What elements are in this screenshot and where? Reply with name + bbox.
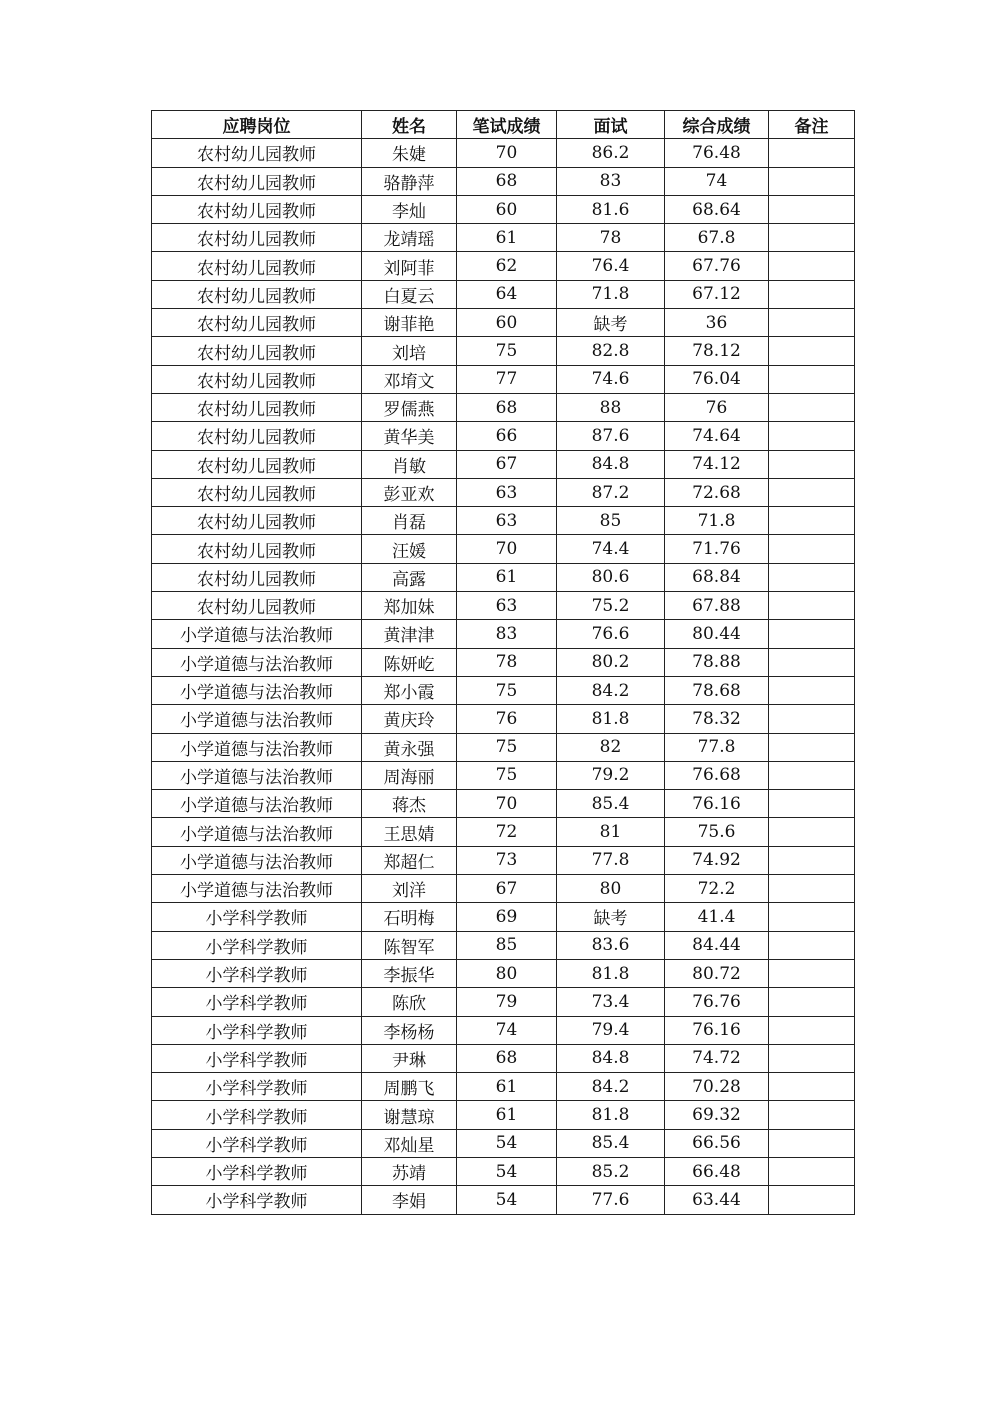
cell-remarks [769,224,855,252]
cell-written-score: 60 [457,195,557,223]
cell-remarks [769,280,855,308]
cell-position: 小学科学教师 [152,1016,362,1044]
cell-position: 农村幼儿园教师 [152,139,362,167]
cell-total-score: 63.44 [665,1186,769,1214]
cell-name: 朱婕 [362,139,457,167]
cell-remarks [769,478,855,506]
table-row [152,648,855,676]
cell-name: 石明梅 [362,903,457,931]
cell-remarks [769,620,855,648]
cell-total-score: 76.04 [665,365,769,393]
cell-interview: 87.2 [557,478,665,506]
cell-name: 陈妍屹 [362,648,457,676]
cell-total-score: 70.28 [665,1073,769,1101]
cell-written-score: 70 [457,139,557,167]
table-row [152,393,855,421]
table-row [152,535,855,563]
cell-total-score: 74.12 [665,450,769,478]
cell-name: 汪媛 [362,535,457,563]
cell-interview: 78 [557,224,665,252]
table-row [152,365,855,393]
cell-name: 李娟 [362,1186,457,1214]
cell-interview: 81 [557,818,665,846]
cell-remarks [769,1016,855,1044]
cell-name: 黄华美 [362,422,457,450]
cell-remarks [769,648,855,676]
cell-position: 小学道德与法治教师 [152,761,362,789]
cell-position: 农村幼儿园教师 [152,393,362,421]
cell-name: 黄永强 [362,733,457,761]
cell-total-score: 76.68 [665,761,769,789]
cell-name: 邓堉文 [362,365,457,393]
cell-name: 陈欣 [362,988,457,1016]
table-row [152,1044,855,1072]
cell-position: 农村幼儿园教师 [152,337,362,365]
cell-written-score: 61 [457,563,557,591]
table-row [152,563,855,591]
table-row [152,1101,855,1129]
table-row [152,733,855,761]
cell-total-score: 78.68 [665,676,769,704]
cell-remarks [769,1101,855,1129]
header-interview: 面试 [557,111,665,139]
cell-written-score: 63 [457,478,557,506]
cell-written-score: 70 [457,535,557,563]
table-row [152,139,855,167]
cell-name: 黄庆玲 [362,705,457,733]
cell-interview: 84.8 [557,1044,665,1072]
cell-position: 农村幼儿园教师 [152,365,362,393]
cell-written-score: 60 [457,309,557,337]
cell-interview: 77.6 [557,1186,665,1214]
cell-written-score: 61 [457,1073,557,1101]
cell-written-score: 83 [457,620,557,648]
cell-total-score: 67.12 [665,280,769,308]
table-row [152,790,855,818]
cell-total-score: 78.12 [665,337,769,365]
cell-total-score: 74.72 [665,1044,769,1072]
cell-written-score: 66 [457,422,557,450]
cell-interview: 84.2 [557,676,665,704]
cell-remarks [769,252,855,280]
table-row [152,931,855,959]
cell-position: 农村幼儿园教师 [152,422,362,450]
score-table [151,110,855,1215]
cell-total-score: 41.4 [665,903,769,931]
cell-interview: 76.4 [557,252,665,280]
cell-remarks [769,705,855,733]
cell-total-score: 80.44 [665,620,769,648]
header-position: 应聘岗位 [152,111,362,139]
table-row [152,592,855,620]
cell-name: 肖敏 [362,450,457,478]
cell-written-score: 75 [457,337,557,365]
cell-interview: 81.8 [557,705,665,733]
cell-remarks [769,195,855,223]
table-row [152,478,855,506]
cell-written-score: 61 [457,1101,557,1129]
table-row [152,959,855,987]
cell-remarks [769,875,855,903]
cell-written-score: 72 [457,818,557,846]
cell-position: 小学道德与法治教师 [152,818,362,846]
table-row [152,450,855,478]
header-written-score: 笔试成绩 [457,111,557,139]
cell-total-score: 68.64 [665,195,769,223]
cell-total-score: 77.8 [665,733,769,761]
cell-position: 小学道德与法治教师 [152,846,362,874]
header-remarks: 备注 [769,111,855,139]
cell-name: 郑加妹 [362,592,457,620]
cell-total-score: 68.84 [665,563,769,591]
cell-name: 苏靖 [362,1157,457,1185]
cell-remarks [769,167,855,195]
cell-written-score: 80 [457,959,557,987]
table-row [152,705,855,733]
cell-remarks [769,818,855,846]
header-total-score: 综合成绩 [665,111,769,139]
table-row [152,1157,855,1185]
cell-position: 农村幼儿园教师 [152,252,362,280]
cell-position: 农村幼儿园教师 [152,224,362,252]
table-header [152,111,855,139]
cell-remarks [769,1186,855,1214]
cell-remarks [769,903,855,931]
cell-name: 周鹏飞 [362,1073,457,1101]
cell-total-score: 66.56 [665,1129,769,1157]
cell-position: 小学道德与法治教师 [152,620,362,648]
table-row [152,875,855,903]
cell-name: 谢慧琼 [362,1101,457,1129]
cell-name: 王思婧 [362,818,457,846]
cell-written-score: 68 [457,167,557,195]
cell-interview: 88 [557,393,665,421]
table-row [152,167,855,195]
cell-name: 谢菲艳 [362,309,457,337]
cell-total-score: 78.88 [665,648,769,676]
cell-written-score: 67 [457,450,557,478]
cell-remarks [769,959,855,987]
cell-written-score: 75 [457,761,557,789]
cell-name: 刘阿菲 [362,252,457,280]
cell-total-score: 75.6 [665,818,769,846]
cell-name: 黄津津 [362,620,457,648]
cell-name: 高露 [362,563,457,591]
cell-total-score: 74.92 [665,846,769,874]
cell-remarks [769,676,855,704]
cell-position: 农村幼儿园教师 [152,195,362,223]
cell-name: 邓灿星 [362,1129,457,1157]
cell-total-score: 67.88 [665,592,769,620]
cell-interview: 74.6 [557,365,665,393]
cell-total-score: 78.32 [665,705,769,733]
cell-interview: 84.8 [557,450,665,478]
cell-interview: 86.2 [557,139,665,167]
cell-name: 周海丽 [362,761,457,789]
cell-interview: 85.4 [557,1129,665,1157]
cell-position: 小学科学教师 [152,903,362,931]
cell-interview: 82.8 [557,337,665,365]
header-row [152,111,855,139]
cell-name: 彭亚欢 [362,478,457,506]
table-row [152,224,855,252]
cell-total-score: 67.76 [665,252,769,280]
cell-written-score: 79 [457,988,557,1016]
table-row [152,507,855,535]
cell-written-score: 61 [457,224,557,252]
cell-total-score: 80.72 [665,959,769,987]
cell-interview: 71.8 [557,280,665,308]
cell-total-score: 74.64 [665,422,769,450]
cell-name: 郑小霞 [362,676,457,704]
table-row [152,620,855,648]
cell-position: 小学科学教师 [152,931,362,959]
cell-name: 龙靖瑶 [362,224,457,252]
table-row [152,252,855,280]
cell-interview: 80.6 [557,563,665,591]
cell-position: 农村幼儿园教师 [152,592,362,620]
cell-interview: 83.6 [557,931,665,959]
cell-total-score: 71.76 [665,535,769,563]
cell-interview: 79.4 [557,1016,665,1044]
cell-remarks [769,422,855,450]
cell-position: 小学科学教师 [152,1073,362,1101]
table-row [152,903,855,931]
table-row [152,1129,855,1157]
cell-written-score: 64 [457,280,557,308]
table-row [152,846,855,874]
cell-written-score: 75 [457,733,557,761]
table-row [152,195,855,223]
cell-position: 小学道德与法治教师 [152,733,362,761]
table-row [152,761,855,789]
cell-name: 骆静萍 [362,167,457,195]
cell-interview: 73.4 [557,988,665,1016]
cell-interview: 76.6 [557,620,665,648]
cell-remarks [769,1129,855,1157]
table-row [152,422,855,450]
cell-remarks [769,535,855,563]
cell-position: 小学道德与法治教师 [152,676,362,704]
cell-name: 肖磊 [362,507,457,535]
cell-remarks [769,1073,855,1101]
cell-interview: 85.2 [557,1157,665,1185]
cell-written-score: 68 [457,1044,557,1072]
cell-total-score: 69.32 [665,1101,769,1129]
cell-name: 刘洋 [362,875,457,903]
cell-name: 李振华 [362,959,457,987]
cell-remarks [769,592,855,620]
cell-name: 罗儒燕 [362,393,457,421]
cell-written-score: 73 [457,846,557,874]
table-row [152,1186,855,1214]
cell-name: 尹琳 [362,1044,457,1072]
cell-position: 农村幼儿园教师 [152,167,362,195]
cell-name: 陈智军 [362,931,457,959]
cell-written-score: 77 [457,365,557,393]
cell-total-score: 76.16 [665,1016,769,1044]
table-row [152,337,855,365]
cell-interview: 80 [557,875,665,903]
table-row [152,309,855,337]
cell-total-score: 76.16 [665,790,769,818]
cell-position: 农村幼儿园教师 [152,450,362,478]
cell-interview: 74.4 [557,535,665,563]
cell-remarks [769,1044,855,1072]
table-row [152,676,855,704]
cell-interview: 87.6 [557,422,665,450]
cell-position: 小学道德与法治教师 [152,790,362,818]
cell-total-score: 72.2 [665,875,769,903]
cell-remarks [769,846,855,874]
cell-name: 刘培 [362,337,457,365]
cell-total-score: 76.48 [665,139,769,167]
cell-written-score: 76 [457,705,557,733]
cell-position: 农村幼儿园教师 [152,478,362,506]
cell-interview: 75.2 [557,592,665,620]
cell-interview: 缺考 [557,309,665,337]
cell-interview: 80.2 [557,648,665,676]
cell-remarks [769,393,855,421]
table-body [152,139,855,1214]
table-row [152,280,855,308]
cell-interview: 85.4 [557,790,665,818]
table-row [152,1016,855,1044]
cell-remarks [769,450,855,478]
cell-name: 李灿 [362,195,457,223]
cell-written-score: 75 [457,676,557,704]
cell-written-score: 54 [457,1129,557,1157]
cell-written-score: 54 [457,1186,557,1214]
cell-total-score: 72.68 [665,478,769,506]
cell-total-score: 84.44 [665,931,769,959]
cell-interview: 81.8 [557,1101,665,1129]
cell-interview: 81.8 [557,959,665,987]
cell-name: 郑超仁 [362,846,457,874]
cell-position: 农村幼儿园教师 [152,535,362,563]
cell-interview: 79.2 [557,761,665,789]
cell-interview: 85 [557,507,665,535]
cell-remarks [769,365,855,393]
cell-name: 李杨杨 [362,1016,457,1044]
table-row [152,1073,855,1101]
cell-interview: 83 [557,167,665,195]
cell-written-score: 74 [457,1016,557,1044]
cell-position: 小学道德与法治教师 [152,705,362,733]
cell-position: 小学道德与法治教师 [152,875,362,903]
cell-remarks [769,507,855,535]
table-row [152,818,855,846]
cell-interview: 84.2 [557,1073,665,1101]
cell-written-score: 68 [457,393,557,421]
cell-remarks [769,733,855,761]
cell-total-score: 71.8 [665,507,769,535]
cell-position: 小学科学教师 [152,1157,362,1185]
cell-total-score: 76 [665,393,769,421]
cell-interview: 77.8 [557,846,665,874]
cell-interview: 81.6 [557,195,665,223]
cell-written-score: 62 [457,252,557,280]
cell-remarks [769,309,855,337]
cell-remarks [769,1157,855,1185]
cell-remarks [769,139,855,167]
cell-total-score: 76.76 [665,988,769,1016]
header-name: 姓名 [362,111,457,139]
cell-remarks [769,337,855,365]
cell-written-score: 54 [457,1157,557,1185]
table-row [152,988,855,1016]
cell-position: 农村幼儿园教师 [152,563,362,591]
cell-remarks [769,790,855,818]
cell-position: 小学道德与法治教师 [152,648,362,676]
cell-total-score: 67.8 [665,224,769,252]
cell-written-score: 63 [457,592,557,620]
cell-written-score: 70 [457,790,557,818]
cell-written-score: 69 [457,903,557,931]
cell-written-score: 63 [457,507,557,535]
cell-position: 小学科学教师 [152,1129,362,1157]
cell-interview: 82 [557,733,665,761]
cell-name: 白夏云 [362,280,457,308]
cell-remarks [769,988,855,1016]
cell-position: 农村幼儿园教师 [152,507,362,535]
cell-remarks [769,563,855,591]
cell-position: 农村幼儿园教师 [152,309,362,337]
cell-remarks [769,931,855,959]
cell-written-score: 67 [457,875,557,903]
cell-position: 小学科学教师 [152,1044,362,1072]
cell-position: 小学科学教师 [152,1186,362,1214]
cell-remarks [769,761,855,789]
cell-interview: 缺考 [557,903,665,931]
cell-position: 小学科学教师 [152,1101,362,1129]
cell-position: 农村幼儿园教师 [152,280,362,308]
cell-name: 蒋杰 [362,790,457,818]
cell-written-score: 78 [457,648,557,676]
cell-written-score: 85 [457,931,557,959]
cell-total-score: 66.48 [665,1157,769,1185]
cell-total-score: 36 [665,309,769,337]
cell-total-score: 74 [665,167,769,195]
cell-position: 小学科学教师 [152,959,362,987]
cell-position: 小学科学教师 [152,988,362,1016]
